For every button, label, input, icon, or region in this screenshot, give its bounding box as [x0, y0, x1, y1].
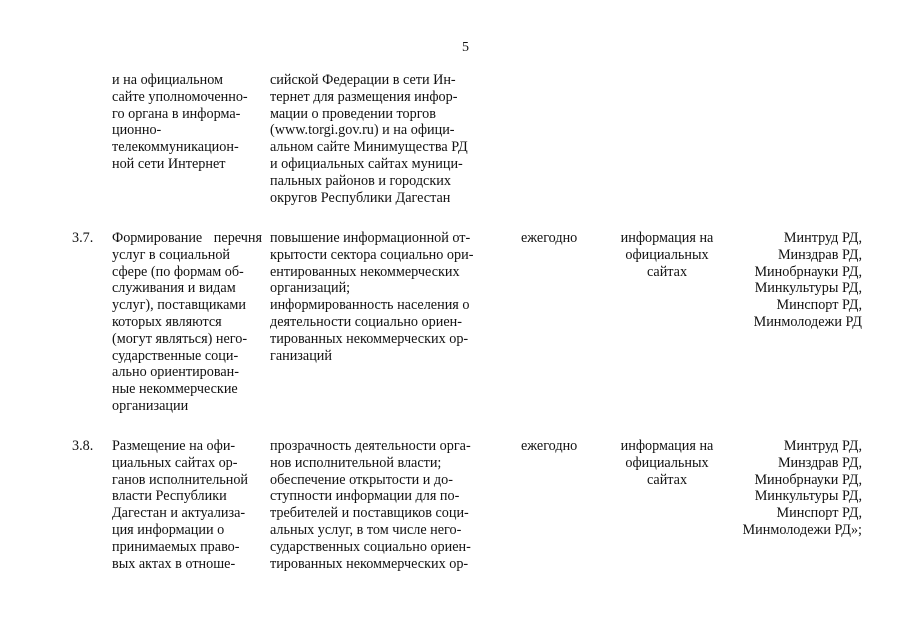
row-1-executors: Минтруд РД, Минздрав РД, Минобрнауки РД, Минкультуры РД, Минспорт РД, Минмолодежи РД	[753, 230, 862, 330]
row-0-description: и на официальном сайте уполномоченно- го органа в информа- ционно- телекоммуникацион- ной сети Интернет	[112, 72, 248, 172]
row-0-result: сийской Федерации в сети Ин- тернет для размещения инфор- мации о проведении торгов (www.torgi.gov.ru) и на офици- альном сайте Минимущества РД и официальных сайтах муници- пальных районов и городских округов Республики Дагестан	[270, 72, 468, 206]
row-2-executors: Минтруд РД, Минздрав РД, Минобрнауки РД, Минкультуры РД, Минспорт РД, Минмолодежи РД»;	[742, 438, 862, 538]
row-1-description: Формирование перечня услуг в социальной сфере (по формам об- служивания и видам услуг), поставщиками которых являются (могут являться) него- сударственные соци- ально ориентирован- ные некоммерческие организации	[112, 230, 262, 414]
row-2-number: 3.8.	[72, 438, 94, 454]
row-1-result: повышение информационной от- крытости сектора социально ори- ентированных некоммерческих организаций; информированность населения о деятельности социально ориен- тированных некоммерческих ор- ганизаций	[270, 230, 474, 364]
row-2-description: Размещение на офи- циальных сайтах ор- ганов исполнительной власти Республики Дагестан и актуализа- ция информации о принимаемых право- вых актах в отноше-	[112, 438, 249, 572]
row-2-result: прозрачность деятельности орга- нов исполнительной власти; обеспечение открытости и до- ступности информации для по- требителей и поставщиков соци- альных услуг, в том числе него- сударственных социально ориен- тированных некоммерческих ор-	[270, 438, 471, 572]
row-2-form: информация на официальных сайтах	[620, 438, 714, 488]
row-2-term: ежегодно	[521, 438, 578, 454]
row-1-term: ежегодно	[521, 230, 578, 246]
row-1-form: информация на официальных сайтах	[620, 230, 714, 280]
row-1-number: 3.7.	[72, 230, 94, 246]
page-number: 5	[462, 40, 469, 55]
